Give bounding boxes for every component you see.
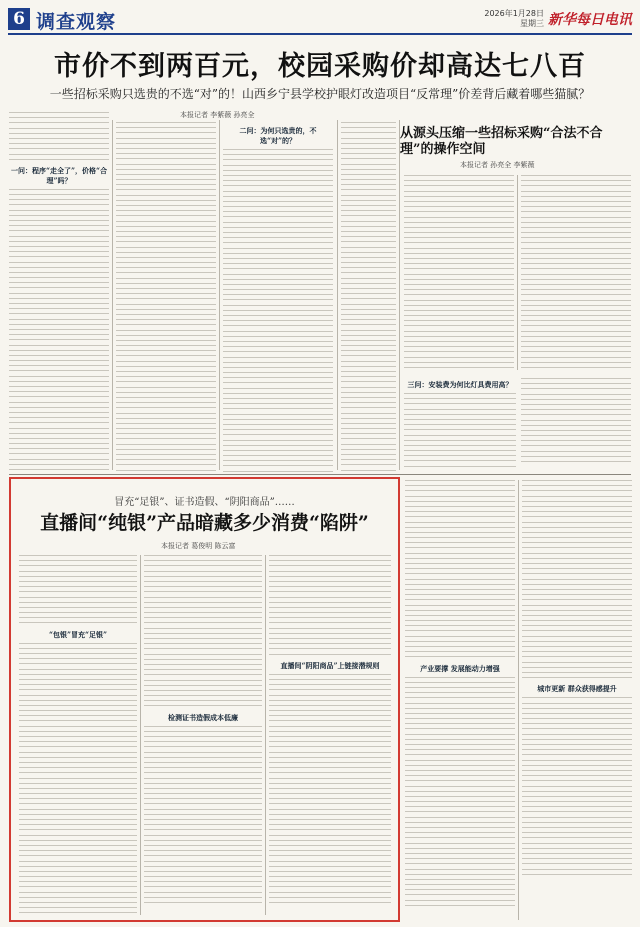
section-title: 调查观察 (36, 11, 117, 33)
lead-column-4 (341, 122, 396, 472)
column-rule (518, 480, 519, 920)
feature-s3-title: 直播间“阴阳商品”上链接潜规则 (280, 660, 380, 670)
story3-s2-title: 城市更新 群众获得感提升 (537, 684, 617, 694)
feature-title: 直播间“纯银”产品暗藏多少消费“陷阱” (40, 512, 369, 534)
column-rule (112, 120, 113, 470)
side-column-2 (521, 175, 631, 370)
feature-column-3 (269, 555, 391, 917)
column-rule (399, 120, 400, 470)
lead-column-3 (223, 124, 333, 472)
side-column-1 (404, 175, 514, 370)
side-byline: 本报记者 孙亮全 李紫薇 (460, 161, 535, 169)
column-rule (265, 555, 266, 915)
date-text: 2026年1月28日 (484, 9, 544, 18)
lead-column-5 (404, 378, 516, 472)
story3-column-2 (522, 480, 632, 922)
masthead (8, 6, 632, 32)
column-rule (517, 175, 518, 370)
feature-over-title: 冒充“足银”、证书造假、“阴阳商品”…… (114, 497, 295, 508)
story3-s1-title: 产业要撑 发展能动力增强 (420, 663, 500, 673)
feature-box (9, 477, 400, 922)
feature-byline: 本报记者 葛俊明 陈云富 (161, 542, 236, 550)
column-rule (219, 120, 220, 470)
column-rule (337, 120, 338, 470)
paper-logo: 新华每日电讯 (548, 12, 632, 28)
feature-s1-title: “包银”冒充“足银” (48, 629, 108, 639)
lead-column-1 (9, 112, 109, 472)
story3-column-1 (405, 480, 515, 922)
feature-s2-title: 检测证书造假成本低廉 (168, 712, 238, 722)
lead-byline: 本报记者 李紫薇 孙亮全 (180, 111, 255, 119)
lead-headline: 市价不到两百元，校园采购价却高达七八百 (54, 51, 586, 82)
column-rule (140, 555, 141, 915)
lead-q1-title: 一问：程序“走全了”，价格“合理”吗？ (10, 165, 108, 185)
lead-subheadline: 一些招标采购只选贵的不选“对”的！山西乡宁县学校护眼灯改造项目“反常理”价差背后藏着哪些猫腻？ (49, 87, 591, 101)
side-story-title: 从源头压缩一些招标采购“合法不合理”的操作空间 (400, 126, 603, 157)
masthead-rule (8, 33, 632, 35)
weekday-text: 星期三 (520, 19, 544, 28)
lead-q2-title: 二问：为何只选贵的，不选“对”的？ (239, 126, 317, 145)
issue-date (484, 9, 544, 29)
page-number: 6 (8, 8, 30, 30)
section-divider (9, 474, 631, 475)
lead-column-2 (116, 122, 216, 472)
lead-column-6 (521, 378, 631, 472)
lead-q3-title: 三问：安装费为何比灯具费用高？ (407, 380, 513, 389)
feature-column-2 (144, 555, 262, 917)
feature-column-1 (19, 555, 137, 917)
